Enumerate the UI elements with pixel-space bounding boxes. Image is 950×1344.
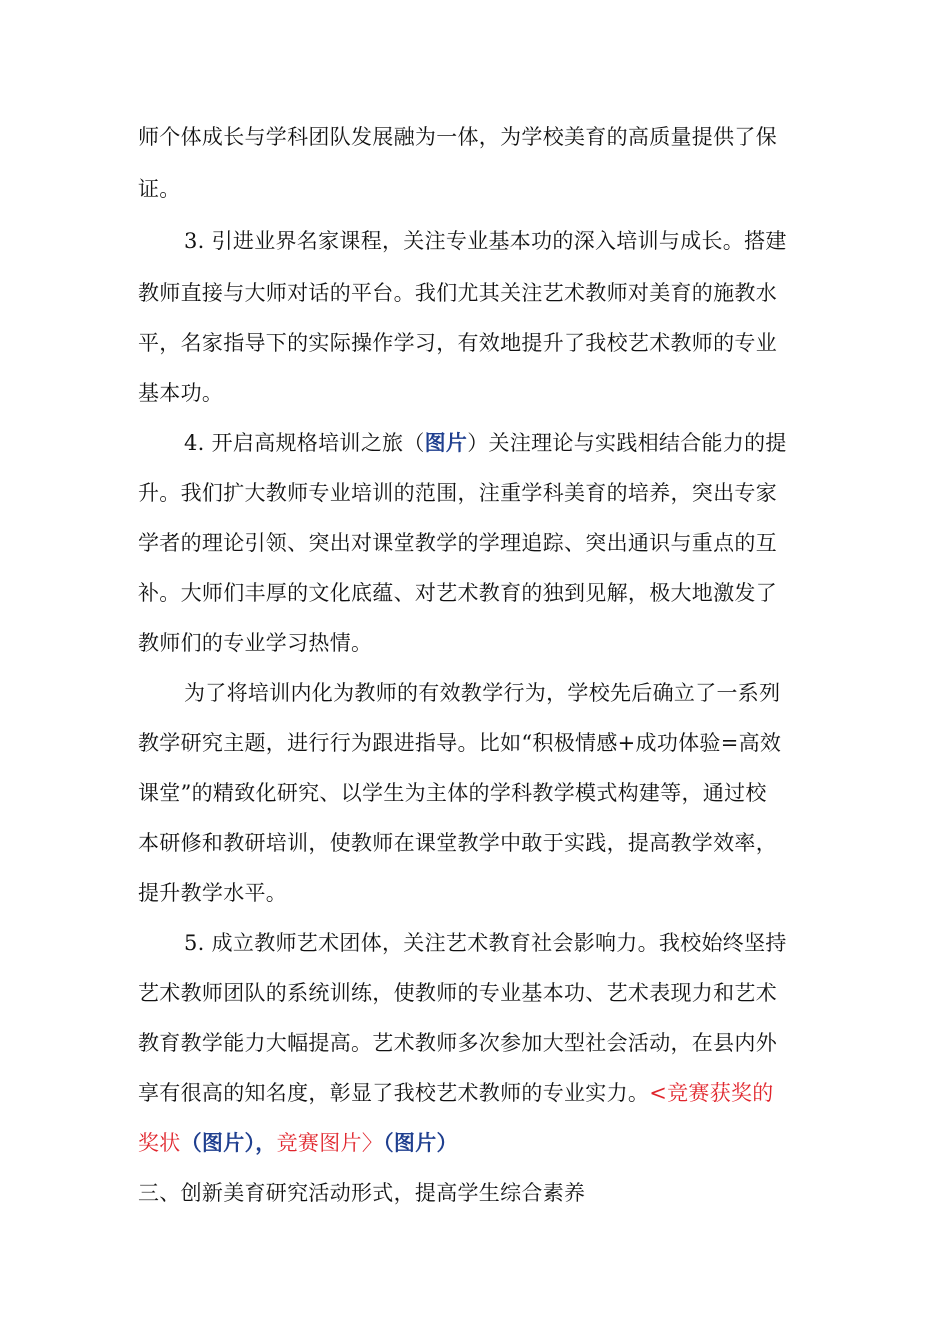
paragraph-training-start: 为了将培训内化为教师的有效教学行为，学校先后确立了一系列 (184, 681, 781, 705)
annotation-text: <竞赛获奖的 (649, 1081, 774, 1105)
paragraph-3-start: 3. 引进业界名家课程，关注专业基本功的深入培训与成长。搭建 (184, 229, 787, 253)
text-line: 师个体成长与学科团队发展融为一体，为学校美育的高质量提供了保 (138, 125, 777, 149)
annotation-text: 奖状 (138, 1131, 181, 1155)
text-line: 升。我们扩大教师专业培训的范围，注重学科美育的培养，突出专家 (138, 481, 777, 505)
text-line: 平，名家指导下的实际操作学习，有效地提升了我校艺术教师的专业 (138, 331, 777, 355)
text-line: 证。 (138, 177, 181, 201)
image-placeholder-link[interactable]: （图片） (383, 1131, 458, 1155)
paragraph-5-start: 5. 成立教师艺术团体，关注艺术教育社会影响力。我校始终坚持 (184, 931, 787, 955)
paragraph-4-start (184, 428, 818, 458)
paragraph-5-end (138, 1078, 818, 1108)
paragraph-4-suffix: ）关注理论与实践相结合能力的提 (467, 431, 787, 455)
text-line: 教育教学能力大幅提高。艺术教师多次参加大型社会活动，在县内外 (138, 1031, 777, 1055)
image-placeholder-link[interactable]: （图片）， (180, 1131, 277, 1155)
text-segment: 享有很高的知名度，彰显了我校艺术教师的专业实力。 (138, 1081, 650, 1105)
text-line: 补。大师们丰厚的文化底蕴、对艺术教育的独到见解，极大地激发了 (138, 581, 777, 605)
image-placeholder-link[interactable]: 图片 (424, 431, 468, 455)
section-heading: 三、创新美育研究活动形式，提高学生综合素养 (138, 1181, 586, 1205)
text-line: 艺术教师团队的系统训练，使教师的专业基本功、艺术表现力和艺术 (138, 981, 777, 1005)
text-line: 教师们的专业学习热情。 (138, 631, 373, 655)
text-line: 本研修和教研培训，使教师在课堂教学中敢于实践，提高教学效率， (138, 831, 777, 855)
paren-open: （ (403, 431, 425, 455)
paragraph-4-prefix: 4. 开启高规格培训之旅 (184, 431, 404, 455)
text-line: 提升教学水平。 (138, 881, 288, 905)
text-line: 教学研究主题，进行行为跟进指导。比如“积极情感+成功体验=高效 (138, 731, 782, 755)
text-line: 学者的理论引领、突出对课堂教学的学理追踪、突出通识与重点的互 (138, 531, 777, 555)
annotation-text: 竞赛图片〉 (276, 1131, 384, 1155)
text-line: 课堂”的精致化研究、以学生为主体的学科教学模式构建等，通过校 (138, 781, 767, 805)
text-line: 教师直接与大师对话的平台。我们尤其关注艺术教师对美育的施教水 (138, 281, 777, 305)
text-line: 基本功。 (138, 381, 224, 405)
image-reference-line (138, 1128, 818, 1158)
